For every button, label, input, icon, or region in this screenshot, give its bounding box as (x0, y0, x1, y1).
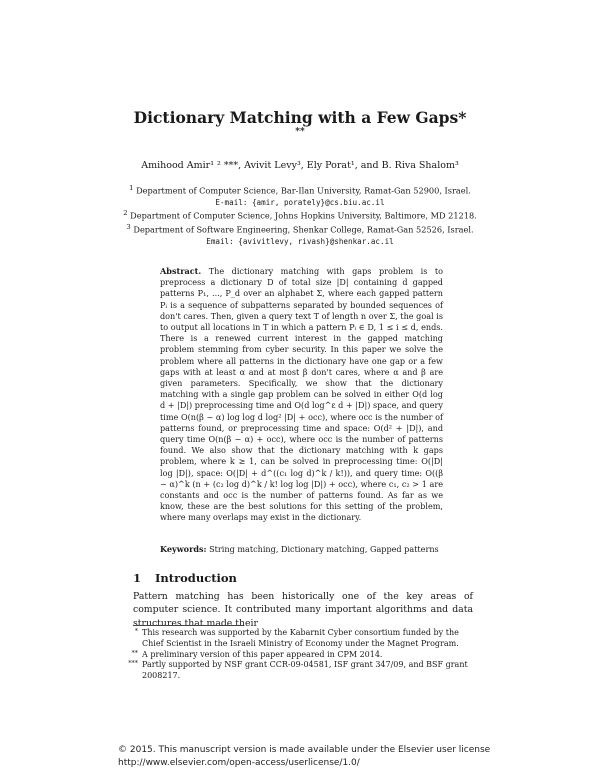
license-line: © 2015. This manuscript version is made available under the Elsevier user license (118, 745, 491, 755)
footnote-2: ** A preliminary version of this paper appeared in CPM 2014. (131, 648, 383, 659)
intro-paragraph: Pattern matching has been historically one of the key areas of computer science. It contributed many important algorithms and data structures that made their (133, 591, 473, 629)
footnote-3: *** Partly supported by NSF grant CCR-09-04581, ISF grant 347/09, and BSF grant 2008217. (128, 659, 468, 681)
affiliation-1: $^1$ Department of Computer Science, Bar-Ilan University, Ramat-Gan 52900, Israel. (129, 184, 471, 196)
keywords-text: String matching, Dictionary matching, Gapped patterns (209, 544, 439, 554)
keywords-label: Keywords: (160, 544, 207, 554)
affiliation-3-email: Email: {avivitlevy, rivash}@shenkar.ac.il (206, 237, 394, 247)
section-title: Introduction (155, 571, 237, 585)
title-footnote-mark: ** (295, 127, 305, 137)
section-number: 1 (133, 571, 142, 585)
affiliation-1-email: E-mail: {amir, porately}@cs.biu.ac.il (215, 198, 385, 208)
section-heading-introduction (133, 571, 237, 585)
affiliation-3: $^3$ Department of Software Engineering, Shenkar College, Ramat-Gan 52526, Israel. (126, 223, 474, 236)
abstract-label: Abstract. (160, 266, 202, 276)
license-notice (118, 744, 498, 770)
affiliation-2: $^2$ Department of Computer Science, Johns Hopkins University, Baltimore, MD 21218. (123, 209, 477, 222)
license-url[interactable]: http://www.elsevier.com/open-access/userlicense/1.0/ (118, 758, 360, 768)
abstract (160, 266, 443, 524)
abstract-text: The dictionary matching with gaps problem is to preprocess a dictionary D of total size |D| containing d gapped patterns P₁, ..., P_d over an alphabet Σ, where each gapped pattern Pᵢ is a sequence of subpatterns separated by bounded sequences of don't cares. Then, given a query text T of length n over Σ, the goal is to output all locations in T in which a pattern Pᵢ ∈ D, 1 ≤ i ≤ d, ends. There is a renewed current interest in the gapped matching problem stemming from cyber security. In this paper we solve the problem where all patterns in the dictionary have one gap or a few gaps with at least α and at most β don't cares, where α and β are given parameters. Specifically, we show that the dictionary matching with a single gap problem can be solved in either O(d log d + |D|) preprocessing time and O(d log^ε d + |D|) space, and query time O(n(β − α) log log d log² |D| + occ), where occ is the number of patterns found, or preprocessing time and space: O(d² + |D|), and query time O(n(β − α) + occ), where occ is the number of patterns found. We also show that the dictionary matching with k gaps problem, where k ≥ 1, can be solved in preprocessing time: O(|D| log |D|), space: O(|D| + d^((c₁ log d)^k / k!)), and query time: O((β − α)^k (n + (c₂ log d)^k / k! log log |D|) + occ), where c₁, c₂ > 1 are constants and occ is the number of patterns found. As far as we know, these are the best solutions for this setting of the problem, where many overlaps may exist in the dictionary. (160, 266, 443, 523)
paper-title: Dictionary Matching with a Few Gaps* (133, 108, 467, 127)
footnote-rule (133, 625, 243, 626)
footnote-1: * This research was supported by the Kabarnit Cyber consortium funded by the Chief Scientist in the Israeli Ministry of Economy under the Magnet Program. (134, 627, 459, 648)
affiliations (110, 183, 490, 248)
keywords (160, 544, 443, 554)
author-list: Amihood Amir¹ ² ***, Avivit Levy³, Ely Porat¹, and B. Riva Shalom³ (141, 160, 459, 171)
footnotes (118, 628, 473, 682)
